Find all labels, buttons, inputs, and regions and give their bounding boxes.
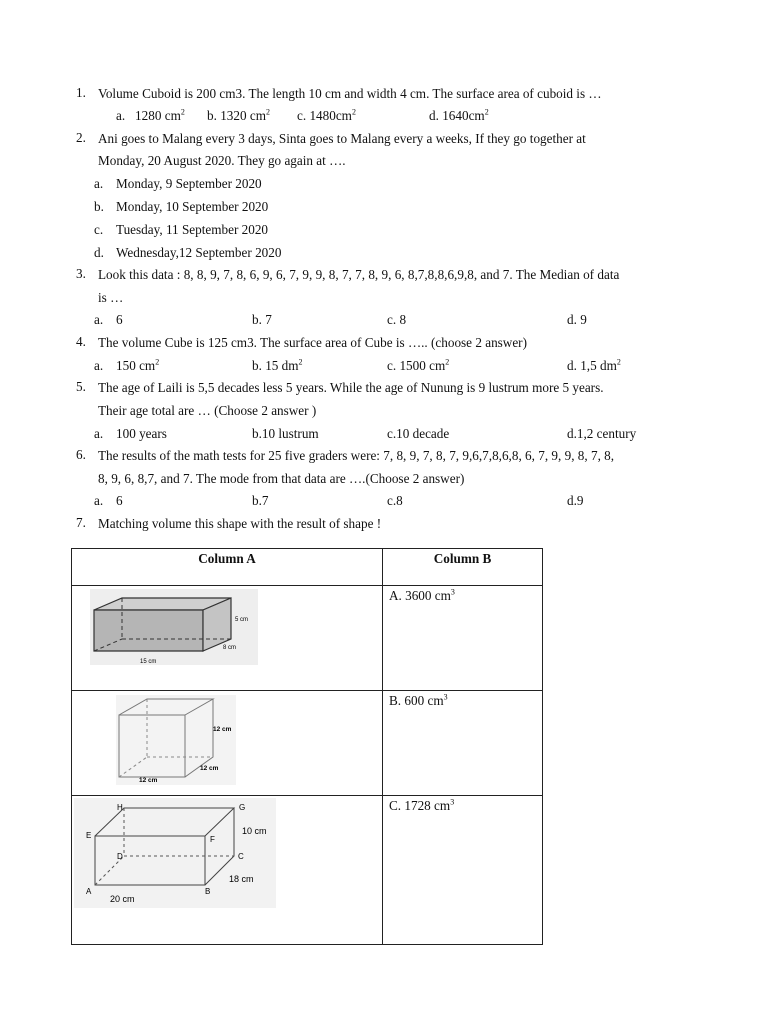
q4-option-b: b. 15 $dm^2$ [252, 357, 303, 373]
q6-option-a-label: a. [94, 493, 104, 508]
q1-number: 1. [76, 85, 86, 100]
q3-number: 3. [76, 266, 86, 281]
q6-text-line1: The results of the math tests for 25 five graders were: 7, 8, 9, 7, 8, 7, 9,6,7,8,6,8, 6, 7, 9, 9, 8, 7, 8, [98, 448, 615, 463]
shape2-width-label: 12 cm [139, 777, 158, 784]
shape-cell-2 [72, 691, 383, 796]
q7-number: 7. [76, 515, 86, 530]
q2-text-line2: Monday, 20 August 2020. They go again at …. [98, 153, 346, 168]
vertex-g: G [239, 803, 246, 812]
vertex-h: H [117, 803, 123, 812]
q4-number: 4. [76, 334, 86, 349]
vertex-d: D [117, 852, 123, 861]
vertex-f: F [210, 835, 215, 844]
shape1-width-label: 8 cm [223, 645, 237, 651]
q4-option-d: d. 1,5 $dm^2$ [567, 357, 621, 373]
q5-option-d: d.1,2 century [567, 426, 637, 441]
shape-cell-1 [72, 586, 383, 691]
shape3-depth-label: 18 cm [229, 874, 254, 884]
answer-cell-c: C. 1728 $cm^3$ [383, 796, 543, 945]
q5-option-c: c.10 decade [387, 426, 450, 441]
vertex-b: B [205, 887, 211, 896]
column-b-header: Column B [383, 549, 543, 586]
vertex-a: A [86, 887, 92, 896]
q1-text: Volume Cuboid is 200 cm3. The length 10 cm and width 4 cm. The surface area of cuboid is … [98, 86, 602, 101]
q5-number: 5. [76, 379, 86, 394]
q2-option-a: Monday, 9 September 2020 [116, 176, 262, 191]
shape2-height-label: 12 cm [213, 726, 232, 733]
q6-option-c: c.8 [387, 493, 403, 508]
q2-option-c-label: c. [94, 222, 104, 237]
q1-option-a: a. 1280 $cm^2$ [116, 107, 185, 123]
q2-option-a-label: a. [94, 176, 104, 191]
q1-option-d: d. $1640cm^2$ [429, 107, 489, 123]
answer-cell-a: A. 3600 $cm^3$ [383, 586, 543, 691]
q3-option-a: 6 [116, 312, 123, 327]
q4-option-c: c. 1500 $cm^2$ [387, 357, 450, 373]
q3-option-c: c. 8 [387, 312, 407, 327]
q4-option-a: 150 $cm^2$ [116, 357, 160, 373]
q3-text-line2: is … [98, 290, 124, 305]
answer-cell-b: B. 600 $cm^3$ [383, 691, 543, 796]
q6-option-b: b.7 [252, 493, 269, 508]
shape1-length-label: 15 cm [140, 659, 157, 665]
shape2-depth-label: 12 cm [200, 765, 219, 772]
q2-option-b: Monday, 10 September 2020 [116, 199, 269, 214]
matching-table [71, 548, 543, 945]
q6-number: 6. [76, 447, 86, 462]
q3-option-a-label: a. [94, 312, 104, 327]
q4-option-a-label: a. [94, 358, 104, 373]
q3-option-d: d. 9 [567, 312, 587, 327]
q5-option-a: 100 years [116, 426, 167, 441]
q1-option-b: b. 1320 $cm^2$ [207, 107, 270, 123]
vertex-c: C [238, 852, 244, 861]
q5-option-a-label: a. [94, 426, 104, 441]
cuboid-shape-labeled [72, 796, 382, 944]
vertex-e: E [86, 831, 92, 840]
shape-cell-3 [72, 796, 383, 945]
q3-option-b: b. 7 [252, 312, 272, 327]
q5-text-line2: Their age total are … (Choose 2 answer ) [98, 403, 317, 418]
q6-option-d: d.9 [567, 493, 584, 508]
q1-option-c: c. $1480cm^2$ [297, 107, 356, 123]
q2-option-b-label: b. [94, 199, 104, 214]
q2-option-c: Tuesday, 11 September 2020 [116, 222, 269, 237]
q5-text-line1: The age of Laili is 5,5 decades less 5 years. While the age of Nunung is 9 lustrum more 5 years. [98, 380, 604, 395]
cuboid-shape-1 [72, 586, 382, 690]
q6-option-a: 6 [116, 493, 123, 508]
q4-text: The volume Cube is 125 cm3. The surface area of Cube is ….. (choose 2 answer) [98, 335, 527, 350]
q6-text-line2: 8, 9, 6, 8,7, and 7. The mode from that data are ….(Choose 2 answer) [98, 471, 465, 486]
q5-option-b: b.10 lustrum [252, 426, 319, 441]
q2-option-d: Wednesday,12 September 2020 [116, 245, 282, 260]
q7-text: Matching volume this shape with the result of shape ! [98, 516, 382, 531]
q2-option-d-label: d. [94, 245, 104, 260]
shape1-height-label: 5 cm [235, 617, 249, 623]
column-a-header: Column A [72, 549, 383, 586]
shape3-height-label: 10 cm [242, 826, 267, 836]
shape3-length-label: 20 cm [110, 894, 135, 904]
q3-text-line1: Look this data : 8, 8, 9, 7, 8, 6, 9, 6, 7, 9, 9, 8, 7, 7, 8, 9, 6, 8,7,8,8,6,9,8, and 7. The Median of data [98, 267, 620, 282]
q2-text-line1: Ani goes to Malang every 3 days, Sinta goes to Malang every a weeks, If they go together at [98, 131, 586, 146]
cube-shape [72, 691, 382, 795]
q2-number: 2. [76, 130, 86, 145]
